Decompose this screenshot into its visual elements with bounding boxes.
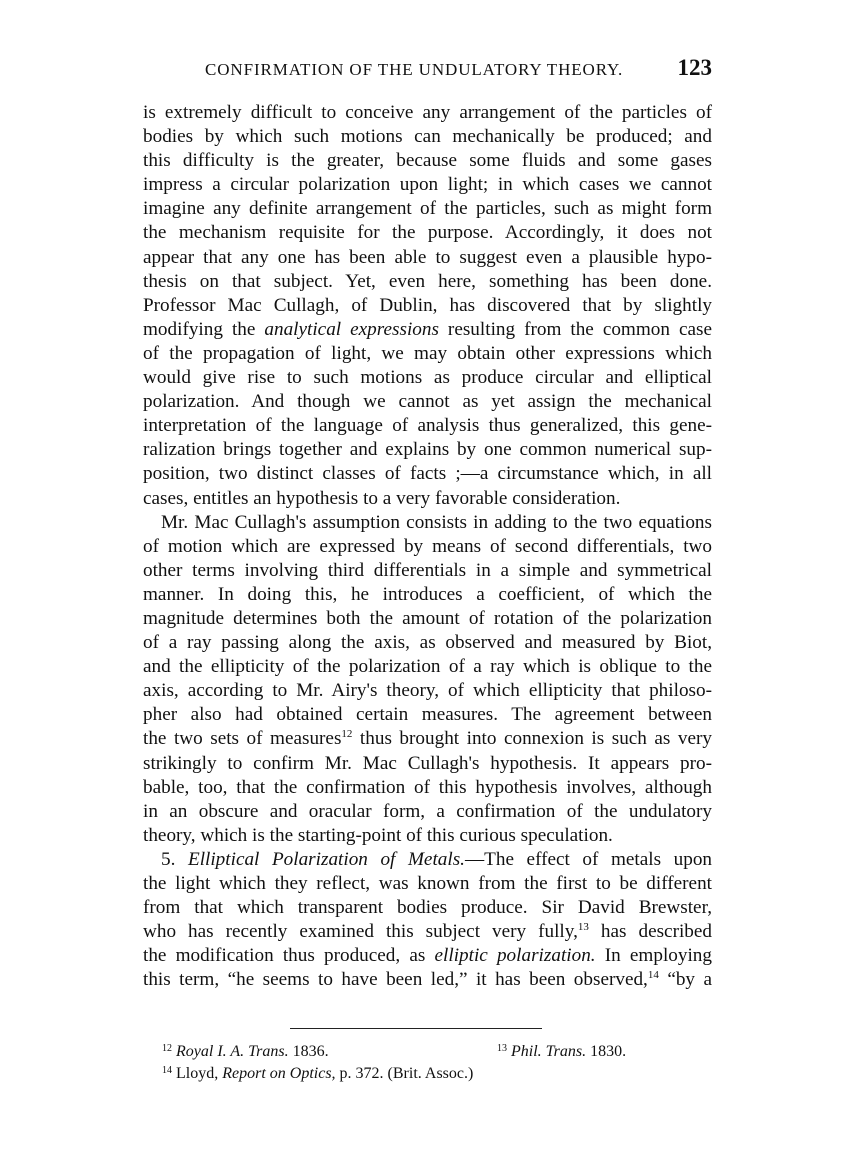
text-run: thesis on that subject. Yet, even here, something has been done.: [143, 270, 712, 292]
text-run: strikingly to confirm Mr. Mac Cullagh's hypothesis. It appears pro-: [143, 752, 712, 774]
text-run: modifying the: [143, 318, 265, 340]
italic-text: Report on Optics,: [222, 1065, 336, 1082]
text-line: [143, 752, 712, 776]
text-line: [143, 511, 712, 535]
footnote-13: [497, 1042, 626, 1062]
text-line: [143, 559, 712, 583]
text-line: [143, 824, 712, 848]
italic-text: analytical expressions: [264, 318, 439, 340]
text-line: [143, 968, 712, 992]
text-run: “by a: [658, 969, 712, 991]
text-line: [143, 655, 712, 679]
text-line: [143, 390, 712, 414]
text-run: of the propagation of light, we may obtain other expressions which: [143, 342, 712, 364]
text-line: [143, 270, 712, 294]
text-line: [143, 414, 712, 438]
text-line: [143, 294, 712, 318]
text-line: [143, 872, 712, 896]
italic-text: elliptic polarization.: [434, 945, 596, 967]
text-run: Mr. Mac Cullagh's assumption consists in adding to the two equations: [161, 511, 712, 533]
text-run: the modification thus produced, as: [143, 945, 435, 967]
text-run: interpretation of the language of analysis thus generalized, this gene-: [143, 415, 712, 437]
text-line: [143, 679, 712, 703]
text-run: theory, which is the starting-point of this curious speculation.: [143, 824, 613, 846]
footnote-marker: 12: [341, 728, 353, 741]
italic-text: Elliptical Polarization of Metals.: [187, 848, 465, 870]
text-run: Lloyd,: [172, 1065, 223, 1082]
text-line: [143, 583, 712, 607]
footnote-rule: [290, 1028, 542, 1029]
footnote-12: [162, 1042, 329, 1062]
text-run: ralization brings together and explains by one common numerical sup-: [143, 439, 712, 461]
text-run: polarization. And though we cannot as yet assign the mechanical: [143, 391, 712, 413]
footnote-14: [162, 1064, 473, 1084]
footnote-marker: 13: [497, 1043, 507, 1054]
text-line: [143, 944, 712, 968]
footnote-marker: 14: [162, 1065, 172, 1076]
italic-text: Phil. Trans.: [511, 1043, 587, 1060]
footnote-marker: 12: [162, 1043, 172, 1054]
text-run: cases, entitles an hypothesis to a very favorable consideration.: [143, 487, 621, 509]
text-run: In employing: [595, 945, 712, 967]
text-line: [143, 173, 712, 197]
text-run: from that which transparent bodies produce. Sir David Brewster,: [143, 897, 712, 919]
text-run: appear that any one has been able to suggest even a plausible hypo-: [143, 246, 712, 268]
text-run: —The effect of metals upon: [464, 848, 713, 870]
page-header: [143, 55, 712, 88]
page-number: 123: [677, 55, 712, 80]
text-line: [143, 246, 712, 270]
text-run: other terms involving third differentials in a simple and symmetrical: [143, 559, 712, 581]
text-run: this difficulty is the greater, because some fluids and some gases: [143, 150, 712, 172]
footnote-marker: 13: [577, 921, 589, 934]
text-line: [143, 535, 712, 559]
text-line: [143, 221, 712, 245]
text-run: 5.: [161, 848, 188, 870]
text-run: p. 372. (Brit. Assoc.): [335, 1065, 474, 1082]
text-line: [143, 125, 712, 149]
text-line: [143, 462, 712, 486]
text-run: 1836.: [288, 1043, 329, 1060]
text-run: in an obscure and oracular form, a confirmation of the undulatory: [143, 800, 712, 822]
text-line: [143, 197, 712, 221]
text-line: [143, 438, 712, 462]
text-run: thus brought into connexion is such as very: [352, 728, 712, 750]
footnote-marker: 14: [647, 969, 659, 982]
text-line: [143, 776, 712, 800]
text-run: of a ray passing along the axis, as observed and measured by Biot,: [143, 632, 712, 654]
text-line: [143, 703, 712, 727]
text-run: and the ellipticity of the polarization of a ray which is oblique to the: [143, 656, 712, 678]
text-line: [143, 896, 712, 920]
text-run: who has recently examined this subject very fully,: [143, 921, 578, 943]
text-run: would give rise to such motions as produce circular and elliptical: [143, 367, 712, 389]
text-line: [143, 848, 712, 872]
text-run: manner. In doing this, he introduces a coefficient, of which the: [143, 583, 712, 605]
text-run: position, two distinct classes of facts ;—a circumstance which, in all: [143, 463, 712, 485]
text-line: [143, 800, 712, 824]
text-run: pher also had obtained certain measures. The agreement between: [143, 704, 712, 726]
body-text: [143, 101, 712, 992]
text-run: axis, according to Mr. Airy's theory, of which ellipticity that philoso-: [143, 680, 712, 702]
text-run: the mechanism requisite for the purpose. Accordingly, it does not: [143, 222, 712, 244]
text-run: this term, “he seems to have been led,” it has been observed,: [143, 969, 648, 991]
running-head: CONFIRMATION OF THE UNDULATORY THEORY.: [205, 60, 624, 79]
text-run: bable, too, that the confirmation of this hypothesis involves, although: [143, 776, 712, 798]
text-line: [143, 366, 712, 390]
text-run: of motion which are expressed by means of second differentials, two: [143, 535, 712, 557]
text-line: [143, 487, 712, 511]
text-line: [143, 149, 712, 173]
text-run: imagine any definite arrangement of the particles, such as might form: [143, 198, 712, 220]
text-run: is extremely difficult to conceive any arrangement of the particles of: [143, 102, 712, 123]
text-run: Professor Mac Cullagh, of Dublin, has discovered that by slightly: [143, 294, 712, 316]
text-line: [143, 727, 712, 751]
text-line: [143, 631, 712, 655]
text-run: 1830.: [586, 1043, 627, 1060]
text-line: [143, 318, 712, 342]
text-line: [143, 920, 712, 944]
text-line: [143, 342, 712, 366]
text-run: magnitude determines both the amount of rotation of the polarization: [143, 607, 712, 629]
text-line: [143, 607, 712, 631]
text-run: resulting from the common case: [438, 318, 712, 340]
text-line: [143, 101, 712, 125]
text-run: the two sets of measures: [143, 728, 342, 750]
text-run: has described: [588, 921, 712, 943]
text-run: the light which they reflect, was known from the first to be different: [143, 873, 712, 894]
italic-text: Royal I. A. Trans.: [176, 1043, 289, 1060]
text-run: impress a circular polarization upon light; in which cases we cannot: [143, 174, 712, 196]
text-run: bodies by which such motions can mechanically be produced; and: [143, 126, 712, 148]
